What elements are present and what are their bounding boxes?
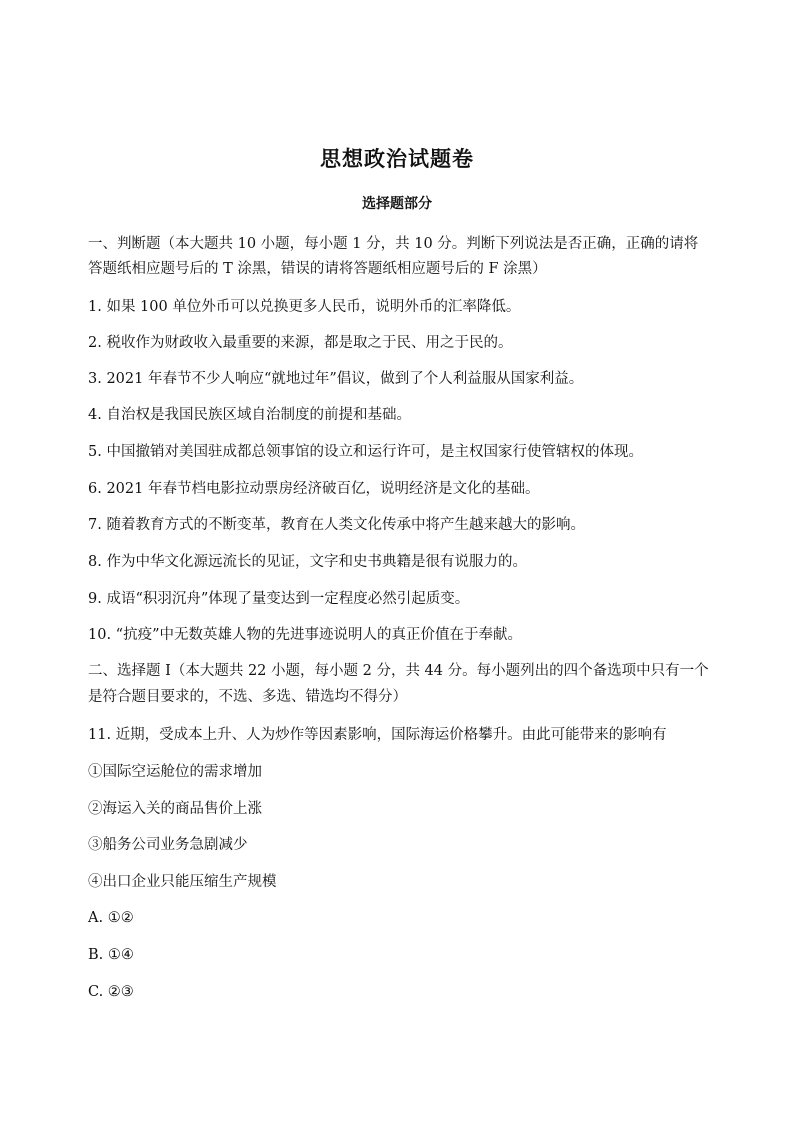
question-11-statement-4: ④出口企业只能压缩生产规模 [88,874,277,890]
judgement-item-8: 8. 作为中华文化源远流长的见证，文字和史书典籍是很有说服力的。 [88,554,527,570]
question-11-option-b: B. ①④ [88,947,134,963]
section2-instructions-line1: 二、选择题 I（本大题共 22 小题，每小题 2 分，共 44 分。每小题列出的四个备选项中只有一个 [88,663,709,679]
question-11-stem: 11. 近期，受成本上升、人为炒作等因素影响，国际海运价格攀升。由此可能带来的影响有 [88,727,667,743]
page-title: 思想政治试题卷 [320,146,474,171]
judgement-item-9: 9. 成语“积羽沉舟”体现了量变达到一定程度必然引起质变。 [88,591,470,607]
judgement-item-1: 1. 如果 100 单位外币可以兑换更多人民币，说明外币的汇率降低。 [88,299,521,315]
question-11-statement-3: ③船务公司业务急剧减少 [88,837,248,853]
judgement-item-10: 10. “抗疫”中无数英雄人物的先进事迹说明人的真正价值在于奉献。 [88,627,522,643]
question-11-option-a: A. ①② [88,910,134,926]
judgement-item-3: 3. 2021 年春节不少人响应“就地过年”倡议，做到了个人利益服从国家利益。 [88,371,584,387]
judgement-item-4: 4. 自治权是我国民族区域自治制度的前提和基础。 [88,407,411,423]
section2-instructions-line2: 是符合题目要求的，不选、多选、错选均不得分） [88,689,407,705]
judgement-item-2: 2. 税收作为财政收入最重要的来源，都是取之于民、用之于民的。 [88,335,513,351]
question-11-statement-1: ①国际空运舱位的需求增加 [88,764,262,780]
question-11-statement-2: ②海运入关的商品售价上涨 [88,801,262,817]
judgement-item-5: 5. 中国撤销对美国驻成都总领事馆的设立和运行许可，是主权国家行使管辖权的体现。 [88,444,643,460]
judgement-item-7: 7. 随着教育方式的不断变革，教育在人类文化传承中将产生越来越大的影响。 [88,517,585,533]
question-11-option-c: C. ②③ [88,984,134,1000]
section1-instructions-line2: 答题纸相应题号后的 T 涂黑，错误的请将答题纸相应题号后的 F 涂黑） [88,261,547,277]
section1-instructions-line1: 一、判断题（本大题共 10 小题，每小题 1 分，共 10 分。判断下列说法是否正确，正确的请将 [88,236,699,252]
judgement-item-6: 6. 2021 年春节档电影拉动票房经济破百亿，说明经济是文化的基础。 [88,481,540,497]
section-subtitle: 选择题部分 [362,196,432,212]
